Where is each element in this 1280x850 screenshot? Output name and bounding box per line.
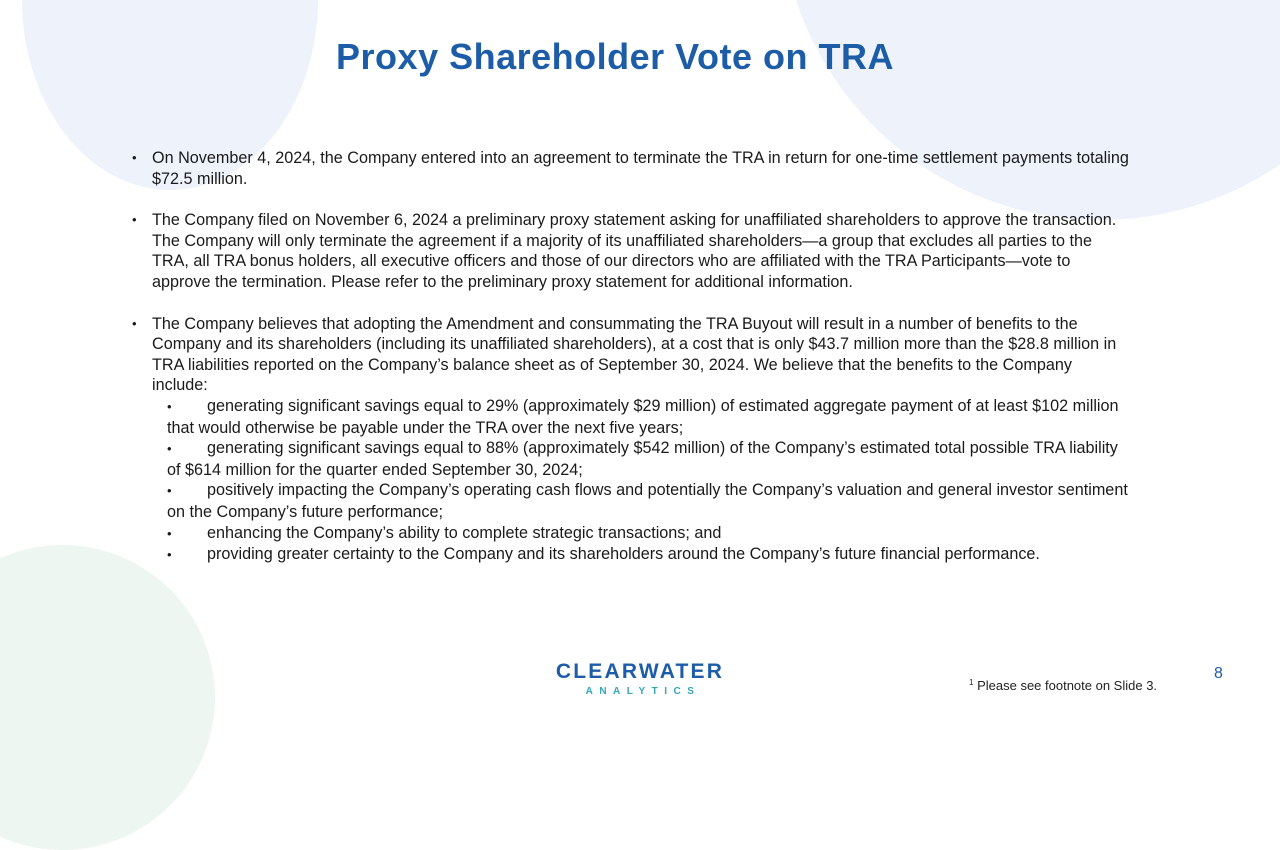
- bullet-text: On November 4, 2024, the Company entered into an agreement to terminate the TRA in return for one-time settlement payments totaling $72.5 million.: [152, 149, 1129, 188]
- page-number: 8: [1214, 665, 1223, 682]
- bullet-item: [132, 314, 1132, 396]
- sub-bullet-text: enhancing the Company’s ability to complete strategic transactions; and: [207, 523, 722, 542]
- bullet-dot: •: [167, 547, 172, 563]
- footnote-text: Please see footnote on Slide 3.: [977, 678, 1158, 693]
- bullet-dot: •: [132, 315, 137, 331]
- sub-bullet-item: [132, 438, 1132, 480]
- sub-bullet-text: generating significant savings equal to 29% (approximately $29 million) of estimated aggregate payment of at least $102 million that would otherwise be payable under the TRA over the next five years;: [167, 396, 1119, 437]
- bullet-dot: •: [167, 483, 172, 499]
- footnote: [969, 678, 1157, 693]
- sub-bullet-item: [132, 523, 1132, 545]
- bullet-item: [132, 148, 1132, 189]
- slide-title: Proxy Shareholder Vote on TRA: [336, 36, 894, 77]
- logo-subtitle: ANALYTICS: [585, 686, 701, 697]
- sub-bullet-text: generating significant savings equal to 88% (approximately $542 million) of the Company’s estimated total possible TRA liability of $614 million for the quarter ended September 30, 2024;: [167, 439, 1118, 479]
- bullet-dot: •: [132, 150, 137, 165]
- decorative-circle-bottom-left: [0, 545, 215, 850]
- bullet-text: The Company filed on November 6, 2024 a preliminary proxy statement asking for unaffiliated shareholders to approve the transaction. The Company will only terminate the agreement if a majority of its unaffiliated shareholders—a group that excludes all parties to the TRA, all TRA bonus holders, all executive officers and those of our directors who are affiliated with the TRA Participants—vote to approve the termination. Please refer to the preliminary proxy statement for additional information.: [152, 211, 1117, 291]
- sub-bullet-item: [132, 396, 1132, 438]
- slide-body: [132, 148, 1132, 566]
- bullet-dot: •: [132, 212, 137, 228]
- footnote-marker: 1: [969, 678, 974, 687]
- bullet-dot: •: [167, 441, 172, 457]
- bullet-dot: •: [167, 398, 172, 414]
- sub-bullet-text: providing greater certainty to the Company and its shareholders around the Company’s future financial performance.: [207, 545, 1040, 564]
- logo-wordmark: CLEARWATER: [555, 660, 725, 683]
- sub-bullet-item: [132, 544, 1132, 566]
- bullet-dot: •: [167, 525, 172, 541]
- sub-bullet-text: positively impacting the Company’s operating cash flows and potentially the Company’s valuation and general investor sentiment on the Company’s future performance;: [167, 481, 1128, 521]
- bullet-item: [132, 210, 1132, 292]
- bullet-text: The Company believes that adopting the Amendment and consummating the TRA Buyout will result in a number of benefits to the Company and its shareholders (including its unaffiliated shareholders), at a cost that is only $43.7 million more than the $28.8 million in TRA liabilities reported on the Company’s balance sheet as of September 30, 2024. We believe that the benefits to the Company include:: [152, 314, 1117, 395]
- sub-bullet-item: [132, 480, 1132, 522]
- company-logo: [548, 660, 732, 697]
